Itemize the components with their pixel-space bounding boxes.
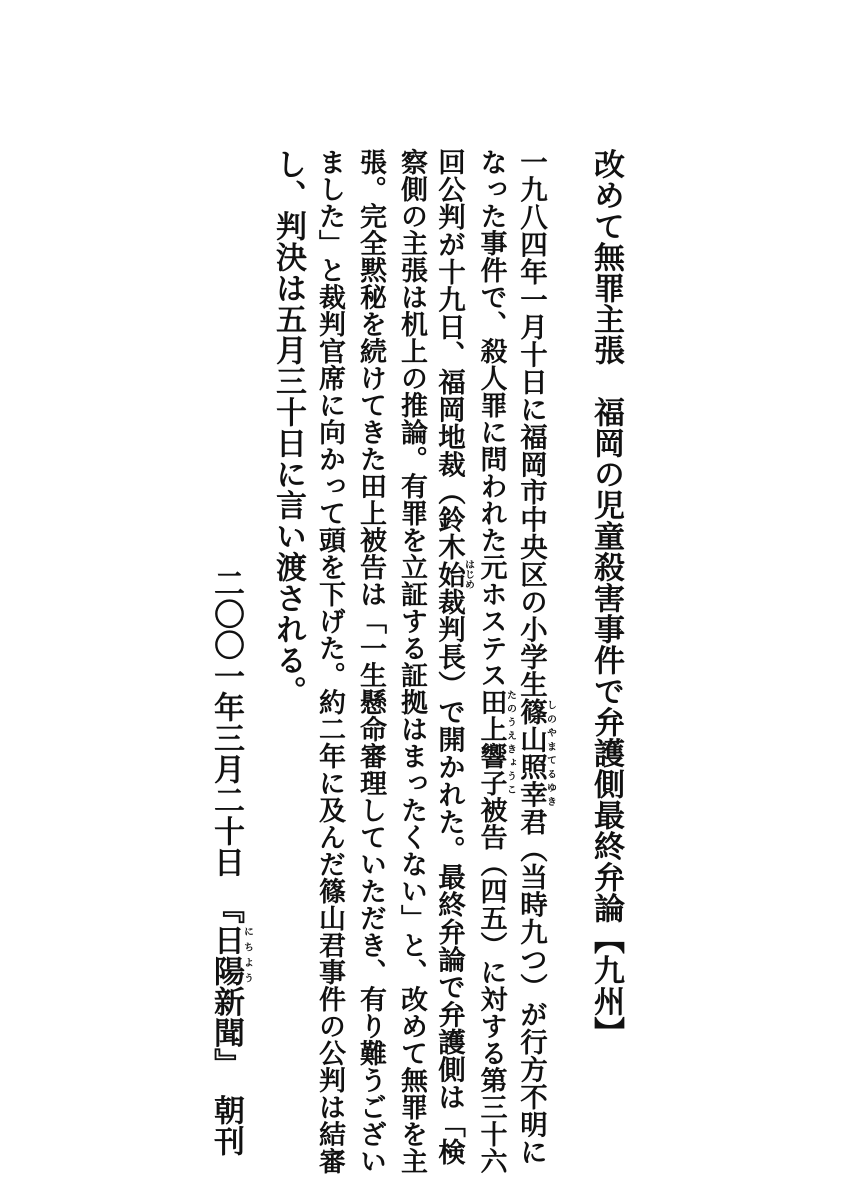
body-line-5: 張。完全黙秘を続けてきた田上被告は「一生懸命審理していただき、有り難うござい (355, 148, 386, 1174)
headline-region: 【九州】 (588, 923, 624, 1047)
body-line-2-a: なった事件で、殺人罪に問われた元ホステス (475, 148, 507, 688)
ruby-reading: しのやまてるゆき (544, 698, 556, 808)
body-line-1-b: 君（当時九つ）が行方不明に (515, 808, 547, 1166)
ruby-base: 篠山照幸 (515, 698, 547, 808)
ruby-base: 日陽 (208, 923, 244, 986)
furigana-nichiyo (208, 923, 253, 986)
body-line-3-a: 回公判が十九日、福岡地裁（鈴木 (433, 148, 465, 561)
ruby-base: 始 (433, 559, 465, 590)
ruby-base: 田上響子 (475, 688, 507, 796)
paper-open-bracket: 『 (208, 908, 244, 924)
ruby-reading: たのうえきょうこ (504, 688, 516, 796)
body-line-2 (475, 148, 515, 1174)
source-gap-2 (208, 1063, 244, 1094)
body-line-1-a: 一九八四年一月十日に福岡市中央区の小学生 (515, 148, 547, 698)
furigana-shinoyama-teruyuki (515, 698, 556, 808)
source-line (208, 567, 253, 1156)
body-line-7: し、判決は五月三十日に言い渡される。 (270, 148, 306, 706)
body-line-3 (433, 148, 473, 1166)
furigana-tanoue-kyoko (475, 688, 516, 796)
ruby-reading: はじめ (462, 559, 474, 590)
body-line-4: 察側の主張は机上の推論。有罪を立証する証拠はまったくない」と、改めて無罪を主 (396, 148, 427, 1174)
paper-name-rest: 新聞』 (208, 985, 244, 1063)
body-line-1 (515, 148, 555, 1166)
furigana-hajime (433, 559, 474, 590)
body-line-2-b: 被告（四五）に対する第三十六 (475, 796, 507, 1174)
headline (586, 148, 626, 1047)
body-line-6: ました」と裁判官席に向かって頭を下げた。約二年に及んだ篠山君事件の公判は結審 (314, 148, 345, 1174)
source-date: 二〇〇一年三月二十日 (208, 567, 244, 877)
headline-text: 改めて無罪主張 福岡の児童殺害事件で弁護側最終弁論 (588, 148, 624, 923)
source-edition: 朝刊 (208, 1094, 244, 1156)
ruby-reading: にちよう (241, 923, 253, 986)
source-gap (208, 877, 244, 908)
body-line-3-b: 裁判長）で開かれた。最終弁論で弁護側は「検 (433, 588, 465, 1166)
